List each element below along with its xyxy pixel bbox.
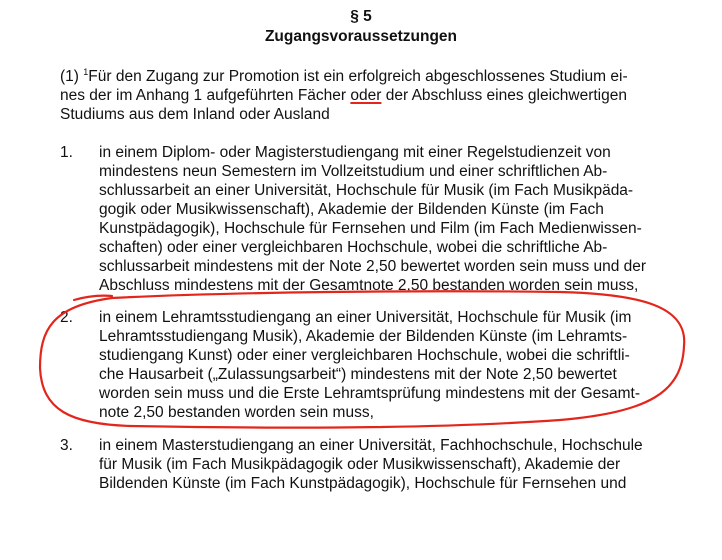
item-1-line: Kunstpädagogik), Hochschule für Fernsehen und Film (im Fach Medienwissen- xyxy=(99,220,642,237)
intro-line-2 xyxy=(60,86,627,105)
item-1-line: mindestens neun Semestern im Vollzeitstudium und einer schriftlichen Ab- xyxy=(99,163,608,180)
item-1-line: schaften) oder einer vergleichbaren Hochschule, wobei die schriftliche Ab- xyxy=(99,239,608,256)
highlighted-word-oder: oder xyxy=(350,87,382,104)
item-3-line: für Musik (im Fach Musikpädagogik oder Musikwissenschaft), Akademie der xyxy=(99,456,621,473)
item-1-line: Abschluss mindestens mit der Gesamtnote 2,50 bestanden worden sein muss, xyxy=(99,277,639,294)
item-1-line: gogik oder Musikwissenschaft), Akademie der Bildenden Künste (im Fach xyxy=(99,201,604,218)
item-3-line: Bildenden Künste (im Fach Kunstpädagogik), Hochschule für Fernsehen und xyxy=(99,475,627,492)
section-number: § 5 xyxy=(350,8,372,25)
intro-line-2-text-a: nes der im Anhang 1 aufgeführten Fächer xyxy=(60,87,351,104)
intro-line-3: Studiums aus dem Inland oder Ausland xyxy=(60,106,330,123)
item-3-line: in einem Masterstudiengang an einer Universität, Fachhochschule, Hochschule xyxy=(99,437,643,454)
item-1-line: schlussarbeit mindestens mit der Note 2,50 bewertet worden sein muss und der xyxy=(99,258,647,275)
annotation-stroke-start xyxy=(74,296,112,300)
item-1-line: in einem Diplom- oder Magisterstudiengang mit einer Regelstudienzeit von xyxy=(99,144,611,161)
item-2-line: worden sein muss und die Erste Lehramtsprüfung mindestens mit der Gesamt- xyxy=(99,385,641,402)
item-3-number: 3. xyxy=(60,437,73,454)
item-2-line: in einem Lehramtsstudiengang an einer Universität, Hochschule für Musik (im xyxy=(99,309,632,326)
intro-line-2-text-b: der Abschluss eines gleichwertigen xyxy=(381,87,627,104)
intro-line-1-text: Für den Zugang zur Promotion ist ein erfolgreich abgeschlossenes Studium ei- xyxy=(88,68,628,85)
item-2-line: note 2,50 bestanden worden sein muss, xyxy=(99,404,374,421)
item-2-number: 2. xyxy=(60,309,73,326)
item-1-number: 1. xyxy=(60,144,73,161)
intro-line-1 xyxy=(60,67,628,86)
item-2-line: Lehramtsstudiengang Musik), Akademie der Bildenden Künste (im Lehramts- xyxy=(99,328,628,345)
intro-prefix: (1) xyxy=(60,68,84,85)
item-2-line: che Hausarbeit („Zulassungsarbeit“) mindestens mit der Note 2,50 bewertet xyxy=(99,366,617,383)
item-1-line: schlussarbeit an einer Universität, Hochschule für Musik (im Fach Musikpäda- xyxy=(99,182,634,199)
item-2-line: studiengang Kunst) oder einer vergleichbaren Hochschule, wobei die schriftli- xyxy=(99,347,630,364)
sentence-number: 1 xyxy=(83,67,89,77)
section-title: Zugangsvoraussetzungen xyxy=(264,28,458,45)
